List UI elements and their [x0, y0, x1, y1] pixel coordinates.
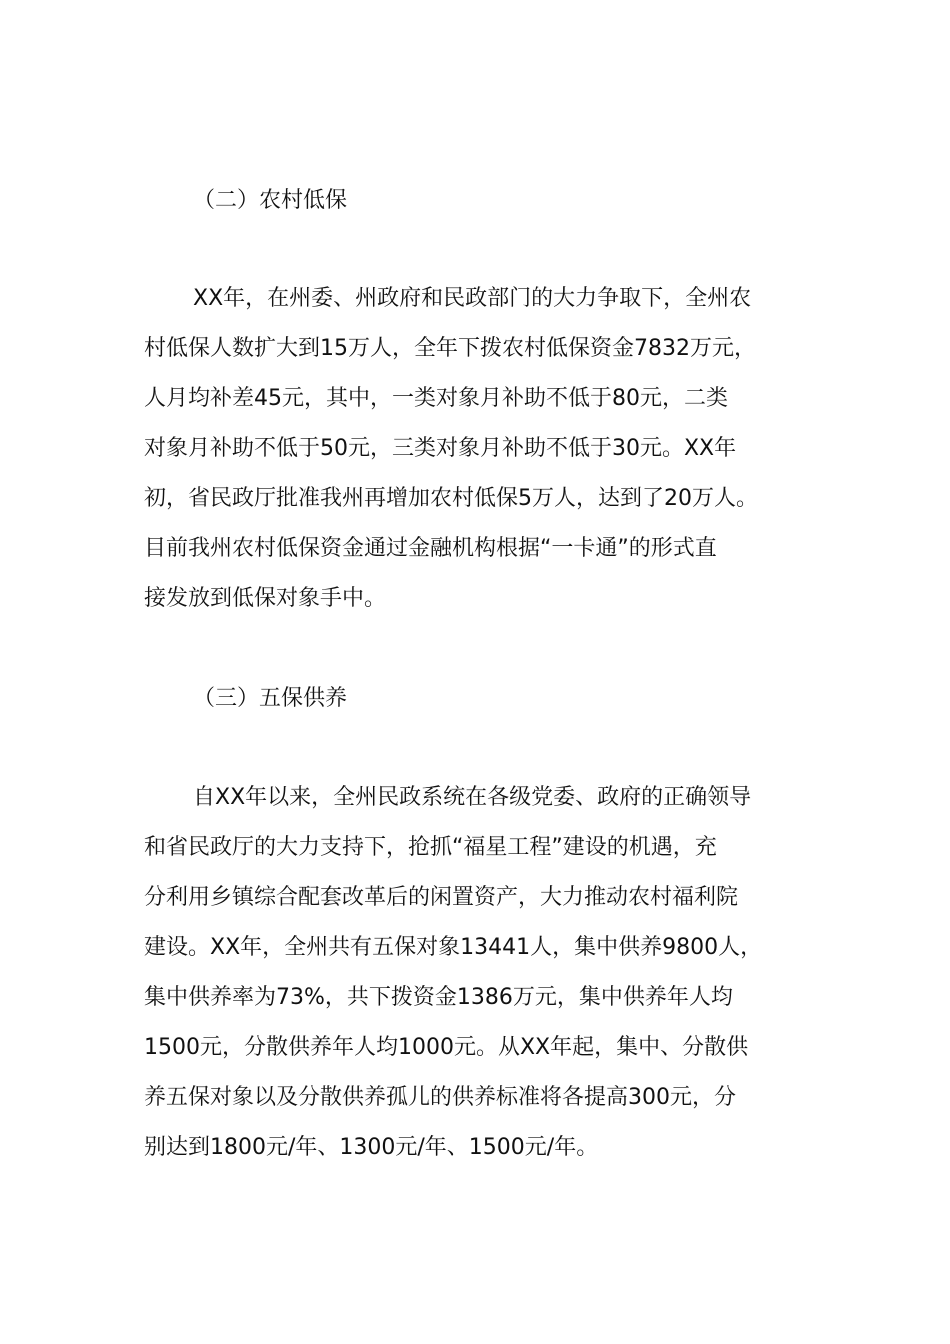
paragraph-line: 养五保对象以及分散供养孤儿的供养标准将各提高300元，分	[144, 1085, 736, 1110]
paragraph-line: 村低保人数扩大到15万人，全年下拨农村低保资金7832万元，	[144, 336, 756, 361]
paragraph-line: 建设。XX年，全州共有五保对象13441人，集中供养9800人，	[144, 935, 763, 960]
section-heading-rural-subsistence: （二）农村低保	[193, 188, 348, 213]
paragraph-rural-subsistence	[144, 274, 824, 624]
paragraph-line: 和省民政厅的大力支持下，抢抓“福星工程”建设的机遇，充	[144, 835, 717, 860]
paragraph-line: 别达到1800元/年、1300元/年、1500元/年。	[144, 1135, 599, 1160]
paragraph-line: 自XX年以来，全州民政系统在各级党委、政府的正确领导	[193, 785, 752, 810]
paragraph-five-guarantees	[144, 773, 824, 1173]
paragraph-line: 目前我州农村低保资金通过金融机构根据“一卡通”的形式直	[144, 536, 717, 561]
section-heading-five-guarantees: （三）五保供养	[193, 686, 348, 711]
paragraph-line: 对象月补助不低于50元，三类对象月补助不低于30元。XX年	[144, 436, 737, 461]
paragraph-line: 人月均补差45元，其中，一类对象月补助不低于80元，二类	[144, 386, 728, 411]
paragraph-line: 1500元，分散供养年人均1000元。从XX年起，集中、分散供	[144, 1035, 749, 1060]
paragraph-line: 初，省民政厅批准我州再增加农村低保5万人，达到了20万人。	[144, 486, 758, 511]
paragraph-line: 接发放到低保对象手中。	[144, 586, 387, 611]
paragraph-line: 分利用乡镇综合配套改革后的闲置资产，大力推动农村福利院	[144, 885, 739, 910]
paragraph-line: XX年，在州委、州政府和民政部门的大力争取下，全州农	[193, 286, 752, 311]
paragraph-line: 集中供养率为73%，共下拨资金1386万元，集中供养年人均	[144, 985, 733, 1010]
